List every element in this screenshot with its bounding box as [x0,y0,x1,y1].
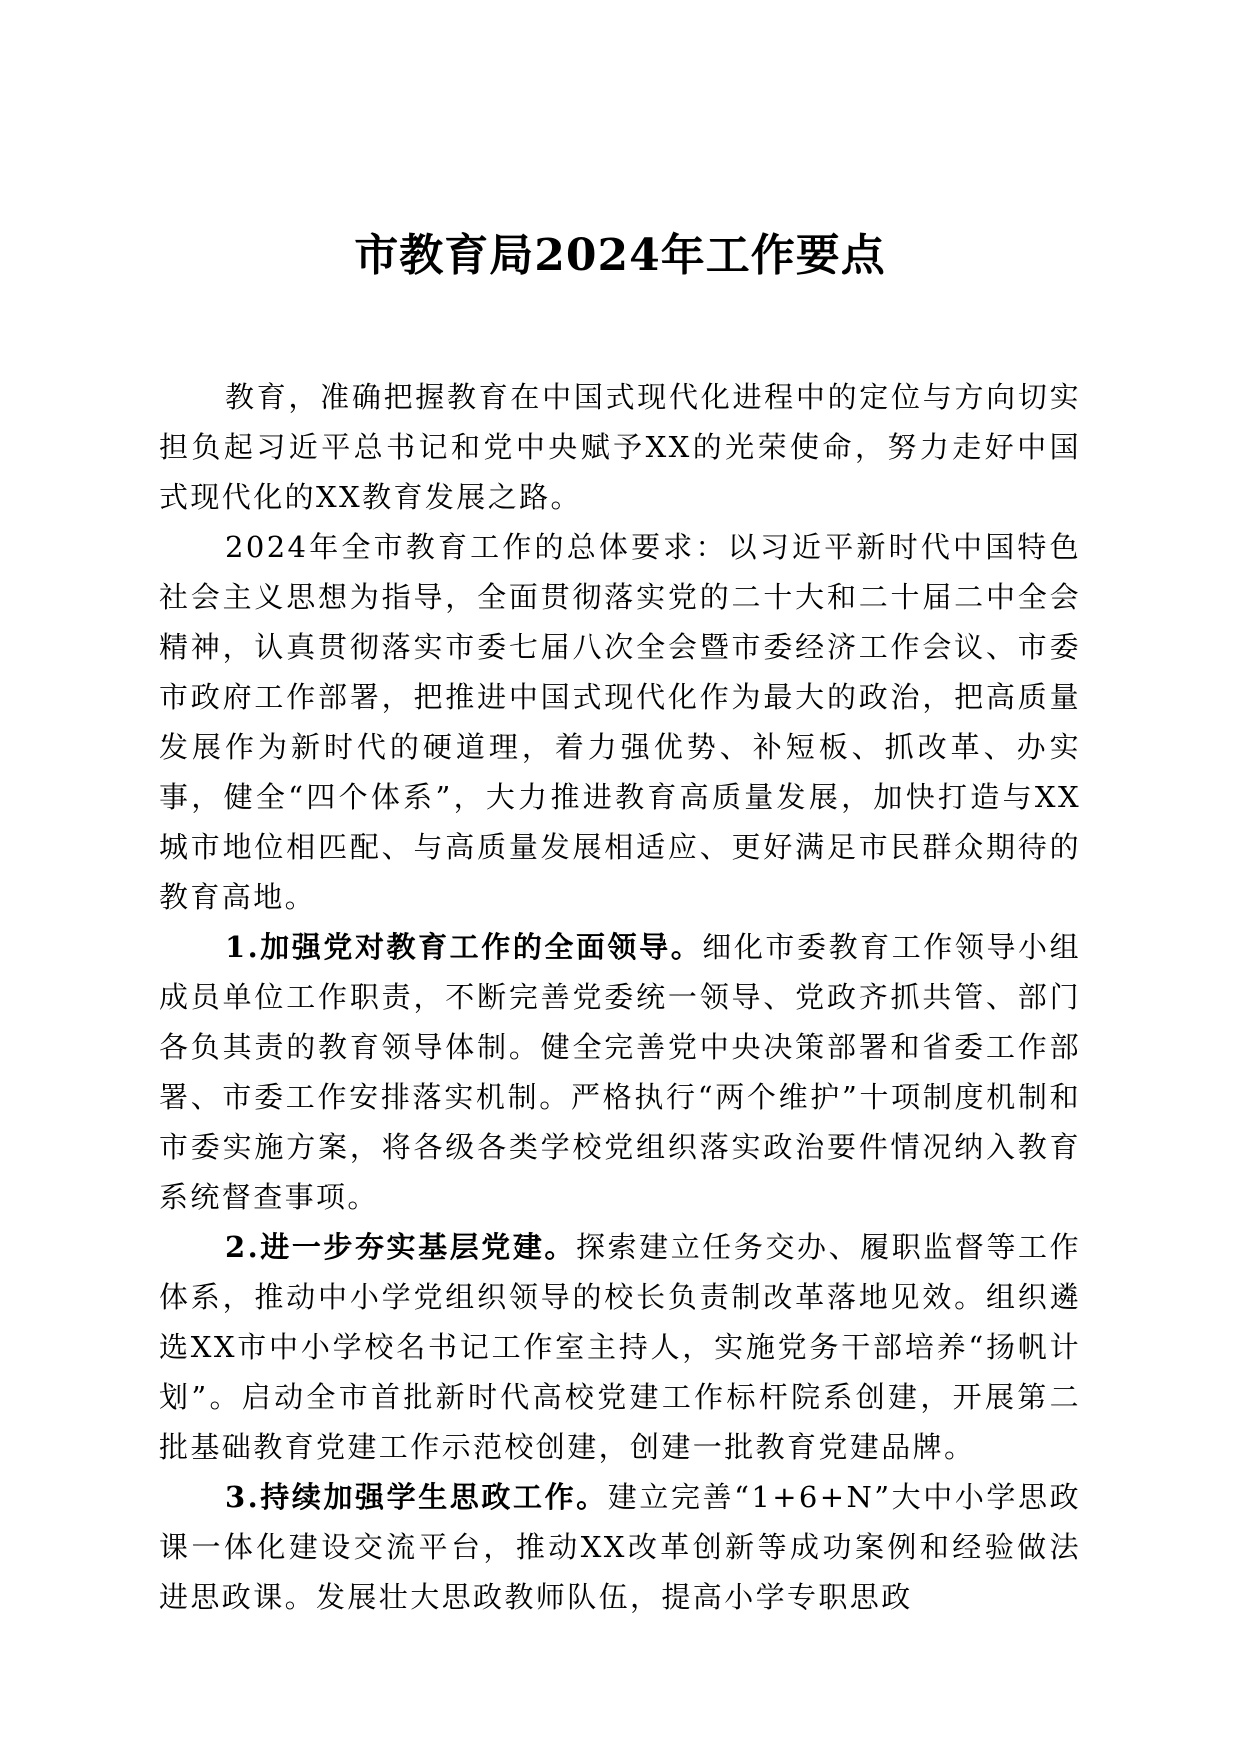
document-title: 市教育局2024年工作要点 [354,230,886,281]
intro-paragraph: 教育，准确把握教育在中国式现代化进程中的定位与方向切实担负起习近平总书记和党中央赋予XX的光荣使命，努力走好中国式现代化的XX教育发展之路。 [159,380,1081,514]
section-3-heading: 3.持续加强学生思政工作。 [225,1480,608,1514]
section-2-paragraph [159,1222,1081,1472]
section-1-heading: 1.加强党对教育工作的全面领导。 [225,930,703,964]
section-1-text: 细化市委教育工作领导小组成员单位工作职责，不断完善党委统一领导、党政齐抓共管、部门各负其责的教育领导体制。健全完善党中央决策部署和省委工作部署、市委工作安排落实机制。严格执行“两个维护”十项制度机制和市委实施方案，将各级各类学校党组织落实政治要件情况纳入教育系统督查事项。 [159,930,1081,1214]
overall-requirement-paragraph: 2024年全市教育工作的总体要求：以习近平新时代中国特色社会主义思想为指导，全面贯彻落实党的二十大和二十届二中全会精神，认真贯彻落实市委七届八次全会暨市委经济工作会议、市委市政府工作部署，把推进中国式现代化作为最大的政治，把高质量发展作为新时代的硬道理，着力强优势、补短板、抓改革、办实事，健全“四个体系”，大力推进教育高质量发展，加快打造与XX城市地位相匹配、与高质量发展相适应、更好满足市民群众期待的教育高地。 [159,530,1081,914]
document-body [159,372,1081,1622]
section-1-paragraph [159,922,1081,1222]
section-3-text: 建立完善“1+6+N”大中小学思政课一体化建设交流平台，推动XX改革创新等成功案例和经验做法进思政课。发展壮大思政教师队伍，提高小学专职思政 [159,1480,1081,1614]
section-3-paragraph [159,1472,1081,1622]
section-2-heading: 2.进一步夯实基层党建。 [225,1230,576,1264]
section-2-text: 探索建立任务交办、履职监督等工作体系，推动中小学党组织领导的校长负责制改革落地见效。组织遴选XX市中小学校名书记工作室主持人，实施党务干部培养“扬帆计划”。启动全市首批新时代高校党建工作标杆院系创建，开展第二批基础教育党建工作示范校创建，创建一批教育党建品牌。 [159,1230,1082,1464]
